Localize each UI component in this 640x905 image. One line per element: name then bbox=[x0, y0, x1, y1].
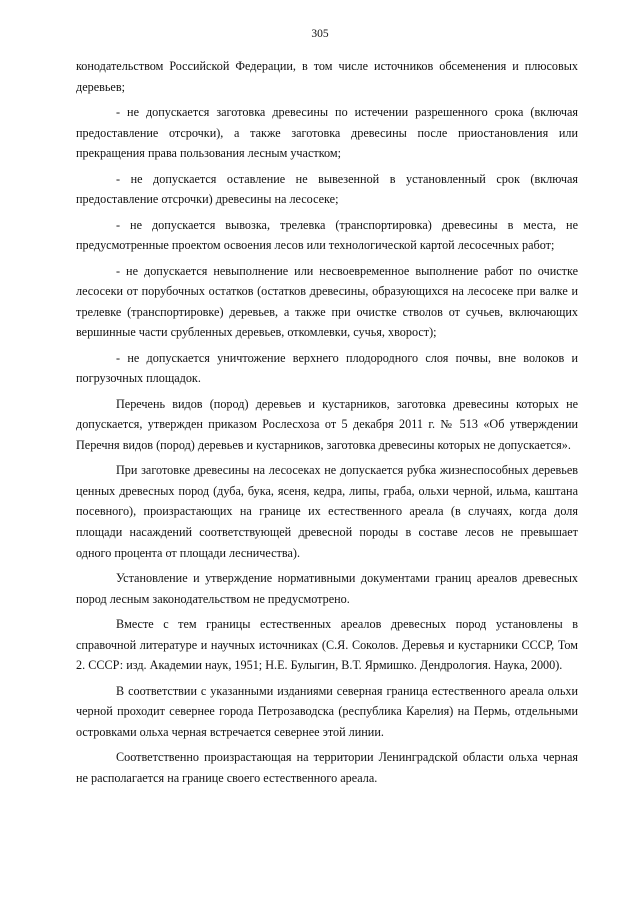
paragraph: При заготовке древесины на лесосеках не допускается рубка жизнеспособных деревьев ценных древесных пород (дуба, бука, ясеня, кедра, липы, граба, ольхи черной, ильма, каштана посевного), произрастающих на границе их естественного ареала (в случаях, когда доля площади насаждений соответствующей древесной породы в составе лесов не превышает одного процента от площади лесничества). bbox=[76, 463, 578, 560]
paragraph: Установление и утверждение нормативными документами границ ареалов древесных пород лесным законодательством не предусмотрено. bbox=[76, 571, 578, 606]
page-number: 305 bbox=[311, 28, 329, 40]
list-item-prohibition: - не допускается вывозка, трелевка (транспортировка) древесины в места, не предусмотренные проектом освоения лесов или технологической картой лесосечных работ; bbox=[76, 217, 578, 253]
list-item-prohibition: - не допускается оставление не вывезенной в установленный срок (включая предоставление отсрочки) древесины на лесосеке; bbox=[76, 171, 578, 207]
paragraph-continuation: конодательством Российской Федерации, в том числе источников обсеменения и плюсовых деревьев; bbox=[76, 59, 578, 94]
list-item-prohibition: - не допускается заготовка древесины по истечении разрешенного срока (включая предоставление отсрочки), а также заготовка древесины после приостановления или прекращения права пользования лесным участком; bbox=[76, 104, 578, 161]
list-item-prohibition: - не допускается уничтожение верхнего плодородного слоя почвы, вне волоков и погрузочных площадок. bbox=[76, 350, 578, 386]
document-body bbox=[76, 56, 578, 793]
paragraph: Вместе с тем границы естественных ареалов древесных пород установлены в справочной литературе и научных источниках (С.Я. Соколов. Деревья и кустарники СССР, Том 2. СССР: изд. Академии наук, 1951; Н.Е. Булыгин, В.Т. Ярмишко. Дендрология. Наука, 2000). bbox=[76, 617, 578, 673]
paragraph: Соответственно произрастающая на территории Ленинградской области ольха черная не располагается на границе своего естественного ареала. bbox=[76, 750, 578, 785]
list-item-prohibition: - не допускается невыполнение или несвоевременное выполнение работ по очистке лесосеки от порубочных остатков (остатков древесины, образующихся на лесосеке при валке и трелевке (транспортировке) деревьев, а также при очистке стволов от сучьев, включающих вершинные части срубленных деревьев, откомлевки, сучья, хворост); bbox=[76, 263, 578, 340]
paragraph: В соответствии с указанными изданиями северная граница естественного ареала ольхи черной проходит севернее города Петрозаводска (республика Карелия) на Пермь, отдельными островками ольха черная встречается севернее этой линии. bbox=[76, 683, 578, 739]
paragraph: Перечень видов (пород) деревьев и кустарников, заготовка древесины которых не допускается, утвержден приказом Рослесхоза от 5 декабря 2011 г. № 513 «Об утверждении Перечня видов (пород) деревьев и кустарников, заготовка древесины которых не допускается». bbox=[76, 396, 578, 452]
